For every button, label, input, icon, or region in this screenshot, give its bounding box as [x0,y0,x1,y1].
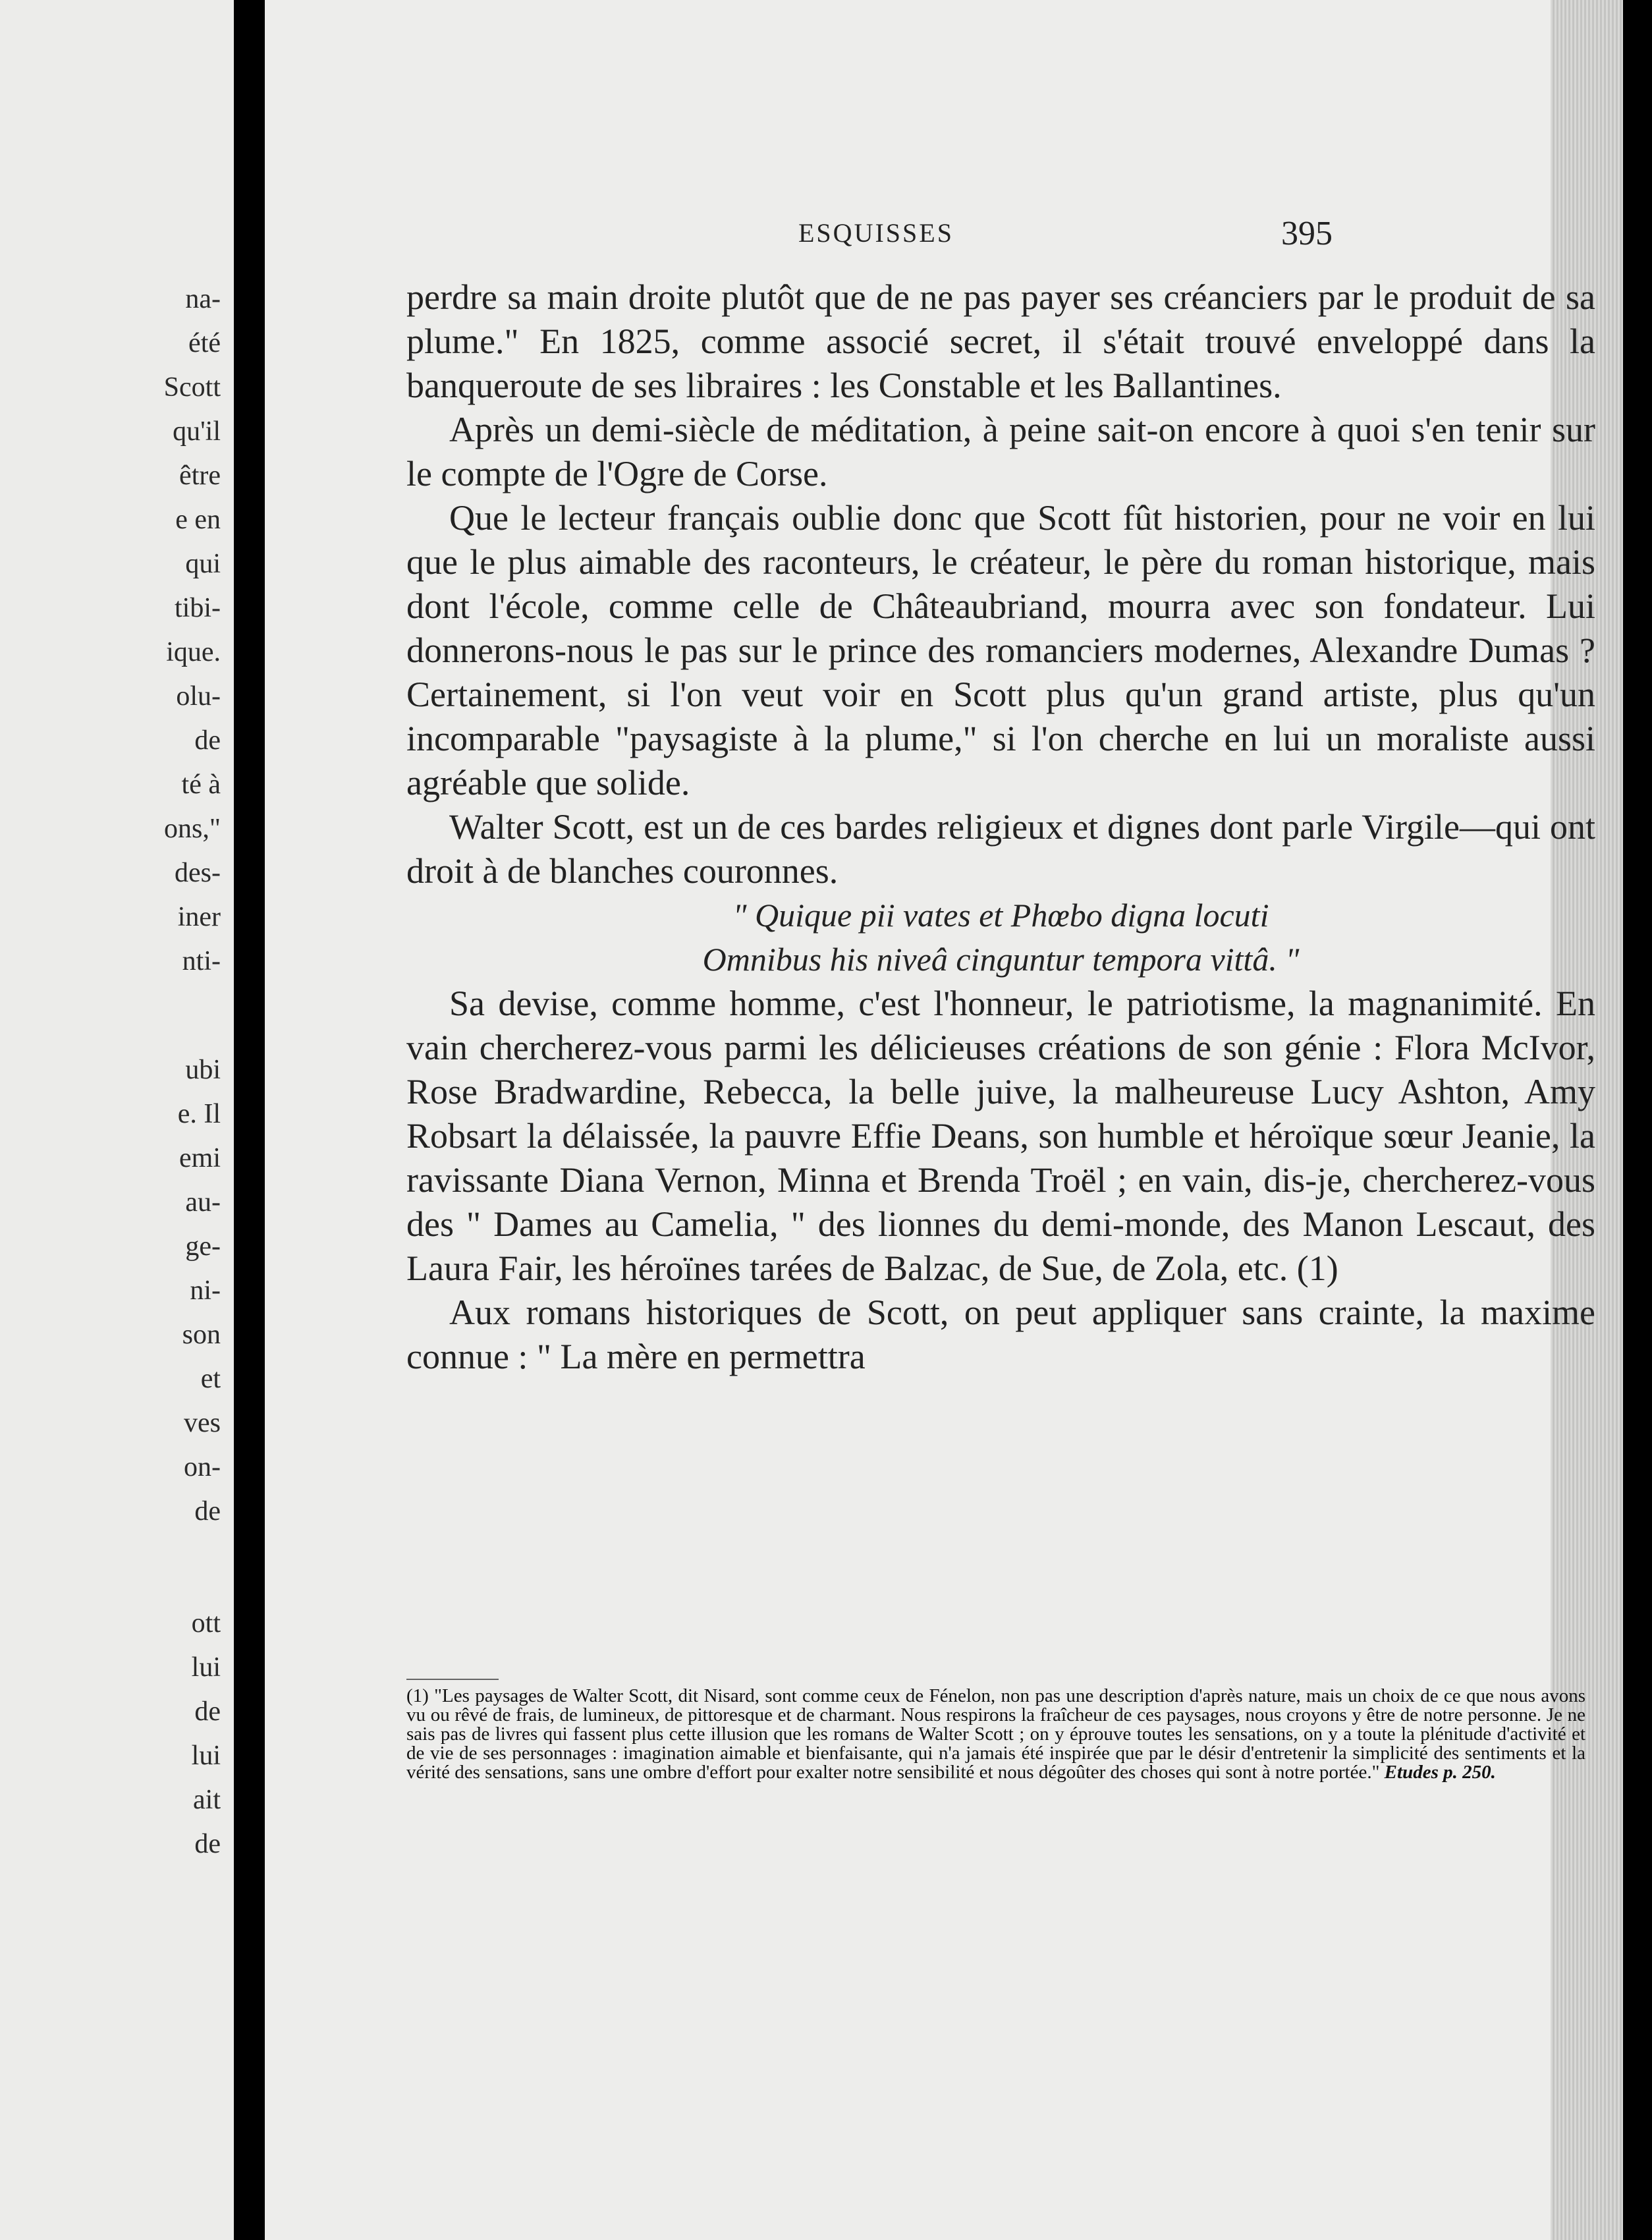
left-fragment: de [194,725,221,756]
paragraph-1: perdre sa main droite plutôt que de ne pas payer ses créanciers par le produit de sa plume." En 1825, comme associé secret, il s'était trouvé enveloppé dans la banqueroute de ses libraires : les Constable et les Ballantines. [406,277,1595,405]
left-fragment: de [194,1696,221,1727]
left-fragment: emi [179,1143,221,1173]
left-fragment: on- [184,1452,221,1482]
latin-verse [406,893,1595,982]
left-fragment: lui [191,1741,221,1771]
left-fragment: na- [185,284,221,314]
body-text [406,275,1595,1379]
left-fragment: ves [184,1408,221,1438]
left-fragment: ons," [164,814,221,844]
left-fragment: qui [185,549,221,579]
left-fragment: son [182,1320,221,1350]
page-number: 395 [1281,215,1333,252]
footnote [406,1687,1585,1782]
left-fragment: iner [177,902,221,932]
verse-line-1: " Quique pii vates et Phœbo digna locuti [732,897,1269,934]
footnote-rule [406,1679,499,1680]
left-fragment: ubi [185,1055,221,1085]
left-fragment: et [200,1364,221,1394]
paragraph-2: Après un demi-siècle de méditation, à peine sait-on encore à quoi s'en tenir sur le compte de l'Ogre de Corse. [406,410,1595,493]
left-fragment: e en [175,505,221,535]
right-page [265,0,1623,2240]
left-fragment: ott [191,1608,221,1638]
running-head: ESQUISSES [798,218,954,248]
left-fragment: des- [175,858,221,888]
paragraph-5: Sa devise, comme homme, c'est l'honneur, le patriotisme, la magnanimité. En vain chercherez-vous parmi les délicieuses créations de son génie : Flora McIvor, Rose Bradwardine, Rebecca, la belle juive, la malheureuse Lucy Ashton, Amy Robsart la délaissée, la pauvre Effie Deans, son humble et héroïque sœur Jeanie, la ravissante Diana Vernon, Minna et Brenda Troël ; en vain, dis-je, chercherez-vous des " Dames au Camelia, " des lionnes du demi-monde, des Manon Lescaut, des Laura Fair, les héroïnes tarées de Balzac, de Sue, de Zola, etc. (1) [406,984,1595,1288]
left-fragment: été [188,328,221,358]
left-fragment: ni- [190,1275,221,1306]
paragraph-6: Aux romans historiques de Scott, on peut appliquer sans crainte, la maxime connue : " La mère en permettra [406,1293,1595,1376]
left-fragment: ge- [185,1231,221,1262]
footnote-reference: Etudes p. 250. [1384,1762,1496,1783]
paragraph-3: Que le lecteur français oublie donc que Scott fût historien, pour ne voir en lui que le plus aimable des raconteurs, le créateur, le père du roman historique, mais dont l'école, comme celle de Châteaubriand, mourra avec son fondateur. Lui donnerons-nous le pas sur le prince des romanciers modernes, Alexandre Dumas ? Certainement, si l'on veut voir en Scott plus qu'un grand artiste, plus qu'un incomparable "paysagiste à la plume," si l'on cherche en lui un moraliste aussi agréable que solide. [406,498,1595,802]
left-fragment: nti- [182,946,221,976]
left-fragment: Scott [163,372,221,403]
verse-line-2: Omnibus his niveâ cinguntur tempora vittâ. " [702,941,1300,978]
left-fragment: de [194,1829,221,1859]
left-fragment: de [194,1496,221,1526]
left-fragment: tibi- [175,593,221,623]
left-fragment: té à [181,770,221,800]
left-fragment: olu- [176,681,221,712]
left-fragment: ait [193,1785,221,1815]
footnote-text: (1) "Les paysages de Walter Scott, dit Nisard, sont comme ceux de Fénelon, non pas une description d'après nature, mais un choix de ce que nous avons vu ou rêvé de frais, de lumineux, de pittoresque et de charmant. Nous respirons la fraîcheur de ces paysages, nous croyons y être de notre personne. Je ne sais pas de livres qui fassent plus cette illusion que les romans de Walter Scott ; on y éprouve toutes les sensations, on y a toute la plénitude d'activité et de vie de ses personnages : imagination aimable et bienfaisante, qui n'a jamais été inspirée que par le désir d'entretenir la simplicité des sentiments et la vérité des sensations, sans une ombre d'effort pour exalter notre sensibilité et nous dégoûter des choses qui sont à notre portée." [406,1685,1585,1783]
left-fragment: ique. [166,637,221,667]
paragraph-4: Walter Scott, est un de ces bardes religieux et dignes dont parle Virgile—qui ont droit à de blanches couronnes. [406,807,1595,891]
left-fragment: lui [191,1652,221,1683]
left-fragment: e. Il [177,1099,221,1129]
left-fragment: au- [185,1187,221,1218]
left-page [0,0,234,2240]
left-fragment: qu'il [173,416,221,447]
left-fragment: être [179,461,221,491]
